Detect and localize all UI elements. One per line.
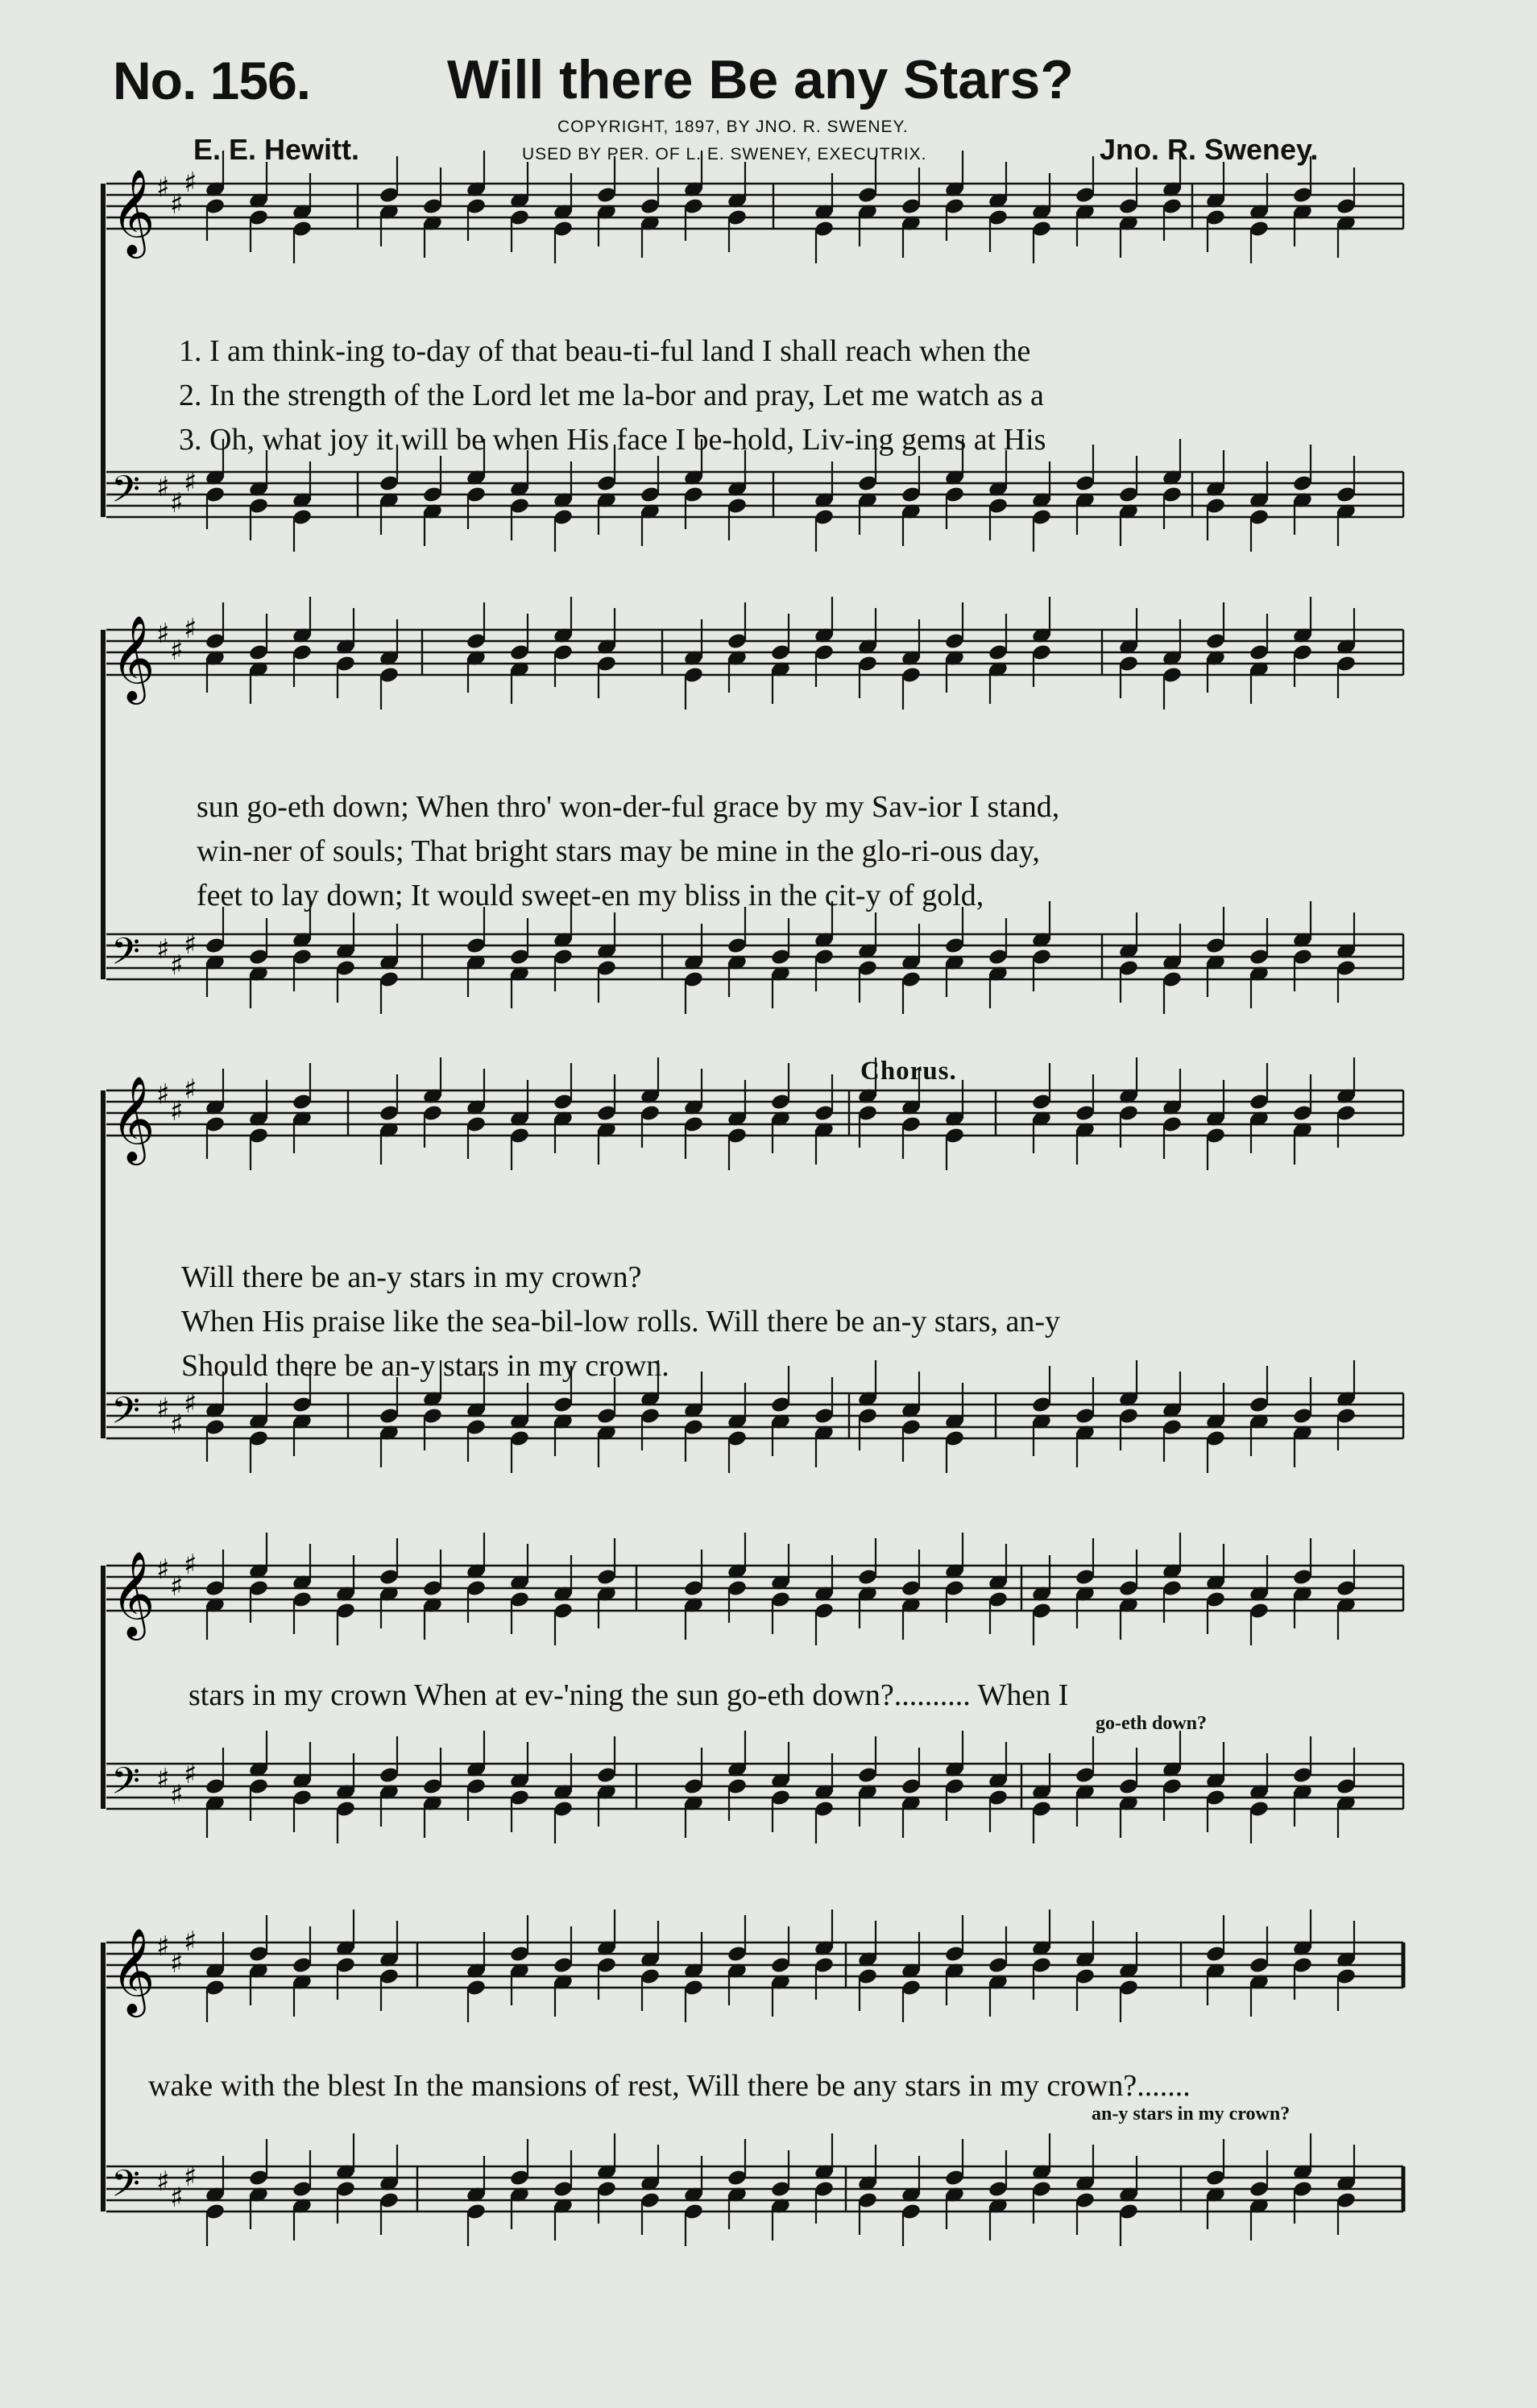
author-credit: E. E. Hewitt. [193,133,360,166]
sharp-icon: ♯ [156,1078,170,1111]
sharp-icon: ♯ [184,1074,197,1106]
sharp-icon: ♯ [156,933,170,966]
sharp-icon: ♯ [156,471,170,503]
copyright-line-2: USED BY PER. OF L. E. SWENEY, EXECUTRIX. [522,145,927,163]
sharp-icon: ♯ [170,487,184,519]
verse-1-line-1: 1. I am think-ing to-day of that beau-ti-ful land I shall reach when the [179,334,1031,368]
sharp-icon: ♯ [156,1554,170,1586]
sharp-icon: ♯ [156,1392,170,1425]
sharp-icon: ♯ [170,1409,184,1441]
bass-cue-go-eth-down: go-eth down? [1096,1713,1208,1734]
sharp-icon: ♯ [170,188,184,221]
verse-3-line-3: Should there be an-y stars in my crown. [181,1349,669,1383]
sharp-icon: ♯ [184,167,197,199]
bass-clef-icon: 𝄢 [111,1389,141,1442]
sharp-icon: ♯ [184,929,197,961]
sharp-icon: ♯ [156,1763,170,1795]
verse-3-line-2: feet to lay down; It would sweet-en my bliss in the cit-y of gold, [197,879,984,912]
verse-2-line-3: When His praise like the sea-bil-low rolls. Will there be an-y stars, an-y [181,1305,1060,1338]
treble-clef-icon: 𝄞 [111,1550,155,1636]
treble-clef-icon: 𝄞 [111,1927,155,2013]
sharp-icon: ♯ [170,635,184,667]
sharp-icon: ♯ [156,172,170,204]
verse-1-line-3: Will there be an-y stars in my crown? [181,1260,642,1294]
treble-clef-icon: 𝄞 [111,614,155,701]
bass-clef-icon: 𝄢 [111,930,141,983]
sharp-icon: ♯ [184,613,197,645]
verse-2-line-1: 2. In the strength of the Lord let me la-bor and pray, Let me watch as a [179,379,1044,412]
chorus-lyric-line-2: wake with the blest In the mansions of rest, Will there be any stars in my crown?....... [148,2069,1191,2103]
sharp-icon: ♯ [184,2161,197,2193]
sharp-icon: ♯ [170,2182,184,2214]
sharp-icon: ♯ [170,1947,184,1980]
sharp-icon: ♯ [184,1758,197,1790]
sharp-icon: ♯ [184,1926,197,1958]
bass-cue-any-stars: an-y stars in my crown? [1092,2104,1290,2125]
bass-clef-icon: 𝄢 [111,1760,141,1812]
composer-credit: Jno. R. Sweney. [1100,133,1319,166]
bass-clef-icon: 𝄢 [111,468,141,520]
sharp-icon: ♯ [170,1570,184,1603]
treble-clef-icon: 𝄞 [111,1075,155,1161]
verse-2-line-2: win-ner of souls; That bright stars may be mine in the glo-ri-ous day, [197,834,1040,868]
sharp-icon: ♯ [156,1930,170,1963]
sharp-icon: ♯ [156,618,170,650]
sharp-icon: ♯ [156,2166,170,2198]
sharp-icon: ♯ [184,466,197,499]
sharp-icon: ♯ [170,1095,184,1127]
verse-3-line-1: 3. Oh, what joy it will be when His face I be-hold, Liv-ing gems at His [179,423,1046,457]
sharp-icon: ♯ [170,1779,184,1811]
sharp-icon: ♯ [184,1388,197,1420]
chorus-label: Chorus. [860,1057,957,1086]
sharp-icon: ♯ [170,950,184,982]
treble-clef-icon: 𝄞 [111,168,155,254]
hymn-number: No. 156. [113,51,311,110]
hymn-title: Will there Be any Stars? [447,49,1074,110]
chorus-lyric-line-1: stars in my crown When at ev-'ning the sun go-eth down?.......... When I [188,1678,1069,1712]
sharp-icon: ♯ [184,1549,197,1581]
copyright-line-1: COPYRIGHT, 1897, BY JNO. R. SWENEY. [557,118,909,136]
bass-clef-icon: 𝄢 [111,2162,141,2215]
verse-1-line-2: sun go-eth down; When thro' won-der-ful grace by my Sav-ior I stand, [197,790,1060,824]
